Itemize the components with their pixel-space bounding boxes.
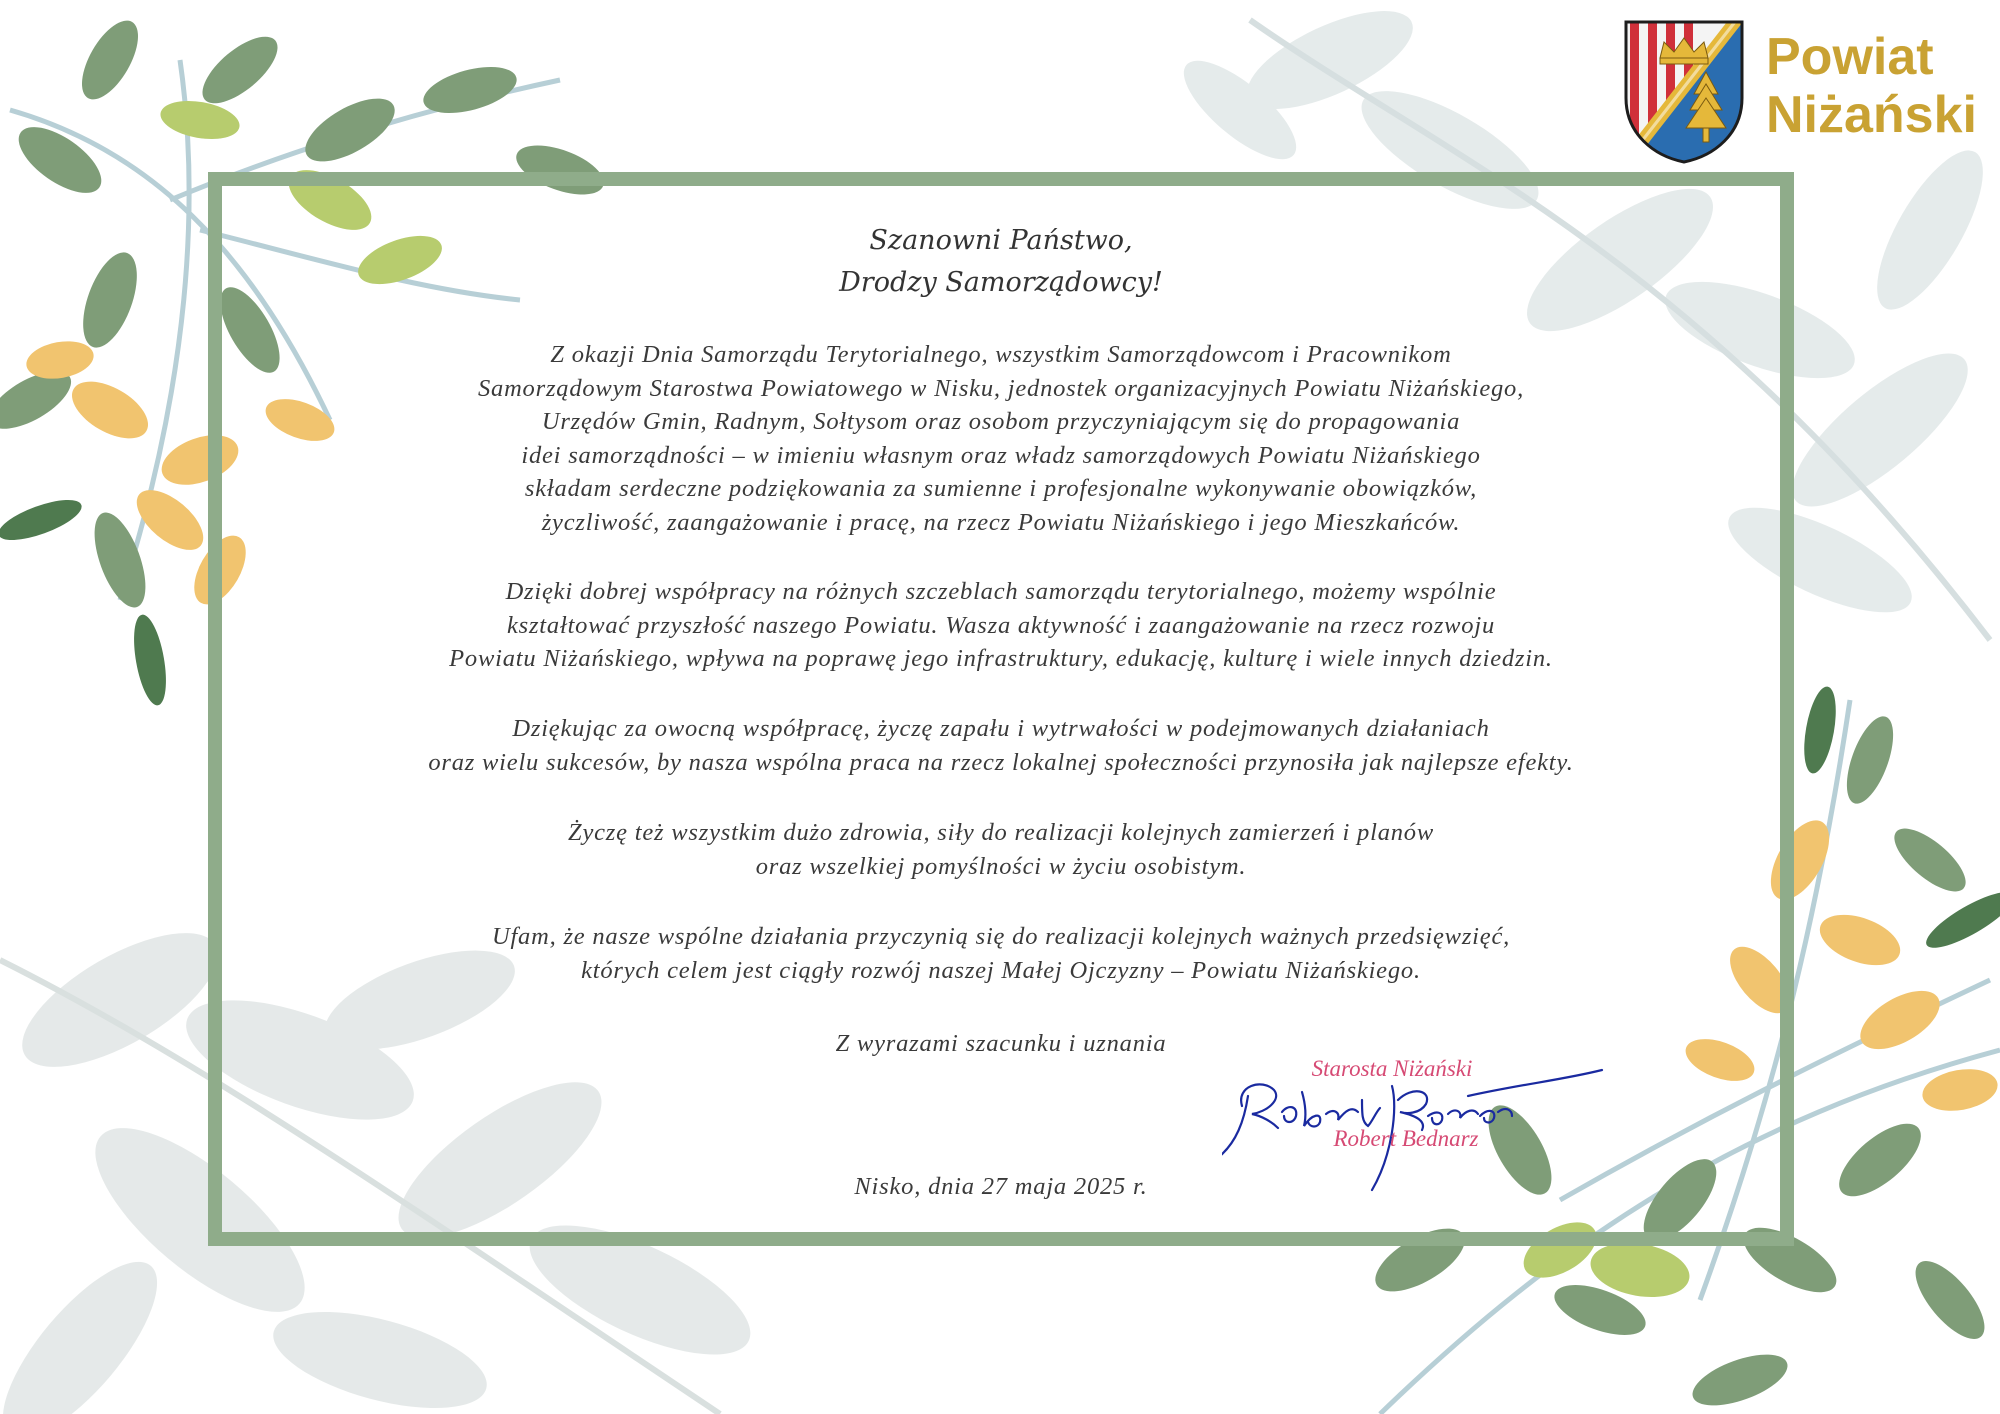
paragraph-line: Z okazji Dnia Samorządu Terytorialnego, wszystkim Samorządowcom i Pracownikom [550, 341, 1452, 368]
place-date [222, 1170, 1780, 1204]
paragraph-line: składam serdeczne podziękowania za sumienne i profesjonalne wykonywanie obowiązków, [524, 475, 1478, 502]
paragraph-1 [222, 338, 1780, 539]
paragraph-line: których celem jest ciągły rozwój naszej Małej Ojczyzny – Powiatu Niżańskiego. [581, 956, 1421, 984]
closing-text: Z wyrazami szacunku i uznania [835, 1030, 1167, 1057]
paragraph-line: oraz wszelkiej pomyślności w życiu osobistym. [755, 852, 1247, 880]
paragraph-5 [222, 920, 1780, 987]
logo-line-1: Powiat [1766, 28, 1934, 86]
place-date-text: Nisko, dnia 27 maja 2025 r. [854, 1173, 1148, 1200]
paragraph-line: Dzięki dobrej współpracy na różnych szczeblach samorządu terytorialnego, możemy wspólnie [505, 578, 1497, 605]
paragraph-line: Ufam, że nasze wspólne działania przyczynią się do realizacji kolejnych ważnych przedsięwzięć, [491, 923, 1511, 950]
paragraph-line: kształtować przyszłość naszego Powiatu. Wasza aktywność i zaangażowanie na rzecz rozwoju [506, 611, 1496, 639]
logo-text [1766, 28, 1977, 144]
logo [1622, 18, 1982, 168]
logo-line-2: Niżański [1766, 86, 1977, 144]
paragraph-line: idei samorządności – w imieniu własnym oraz władz samorządowych Powiatu Niżańskiego [521, 441, 1481, 469]
signature-title: Starosta Niżański [1311, 1056, 1473, 1081]
letter [222, 186, 1780, 1232]
paragraph-line: oraz wielu sukcesów, by nasza wspólna praca na rzecz lokalnej społeczności przynosiła jak najlepsze efekty. [428, 748, 1574, 776]
paragraph-3 [222, 712, 1780, 779]
paragraph-line: życzliwość, zaangażowanie i pracę, na rzecz Powiatu Niżańskiego i jego Mieszkańców. [541, 508, 1461, 536]
paragraph-line: Urzędów Gmin, Radnym, Sołtysom oraz osobom przyczyniającym się do propagowania [541, 408, 1461, 435]
paragraph-line: Samorządowym Starostwa Powiatowego w Nisku, jednostek organizacyjnych Powiatu Niżańskiego, [477, 374, 1525, 402]
greeting-line-2: Drodzy Samorządowcy! [839, 267, 1163, 298]
paragraph-line: Dziękując za owocną współpracę, życzę zapału i wytrwałości w podejmowanych działaniach [512, 715, 1490, 742]
paragraph-line: Powiatu Niżańskiego, wpływa na poprawę jego infrastruktury, edukację, kulturę i wiele innych dziedzin. [449, 645, 1553, 672]
paragraph-2 [222, 575, 1780, 676]
coat-of-arms-icon [1622, 18, 1746, 164]
greeting [222, 220, 1780, 304]
paragraph-4 [222, 816, 1780, 883]
paragraph-line: Życzę też wszystkim dużo zdrowia, siły do realizacji kolejnych zamierzeń i planów [568, 819, 1434, 846]
signature-name: Robert Bednarz [1333, 1126, 1479, 1151]
greeting-line-1: Szanowni Państwo, [869, 225, 1133, 256]
